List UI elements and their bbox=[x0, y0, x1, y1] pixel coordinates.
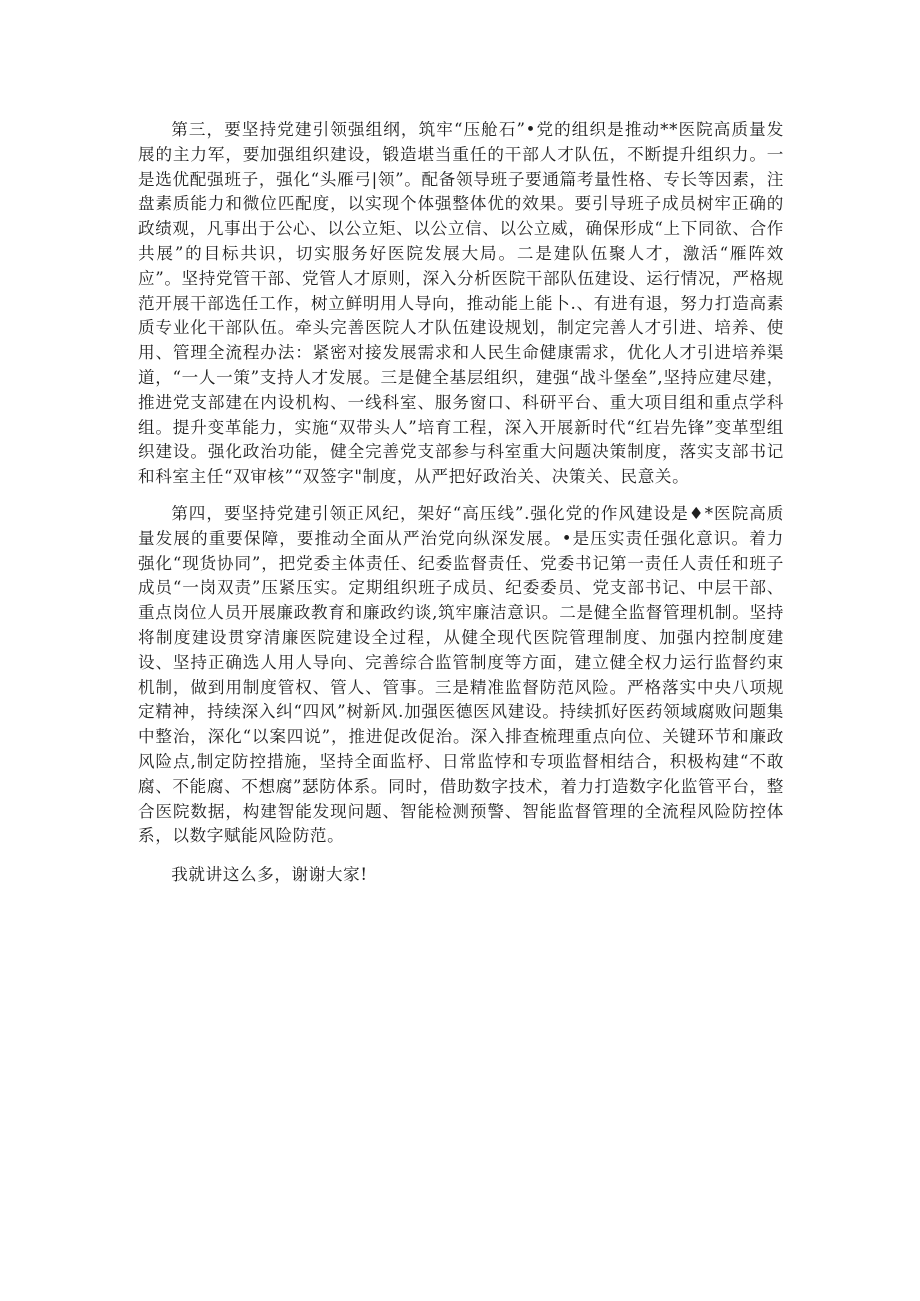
paragraph-fourth-point: 第四，要坚持党建引领正风纪，架好“高压线”.强化党的作风建设是♦*医院高质量发展的重要保障，要推动全面从严治党向纵深发展。•是压实责任强化意识。着力强化“现货协同”，把党委主体责任、纪委监督责任、党委书记第一责任人责任和班子成员“一岗双责”压紧压实。定期组织班子成员、纪委委员、党支部书记、中层干部、重点岗位人员开展廉政教育和廉政约谈,筑牢廉洁意识。二是健全监督管理机制。坚持将制度建设贯穿清廉医院建设全过程，从健全现代医院管理制度、加强内控制度建设、坚持正确选人用人导向、完善综合监管制度等方面，建立健全权力运行监督约束机制，做到用制度管权、管人、管事。三是精准监督防范风险。严格落实中央八项规定精神，持续深入纠“四风”树新风.加强医德医风建设。持续抓好医药领域腐败问题集中整治，深化“以案四说”，推进促改促治。深入排查梳理重点向位、关键环节和廉政风险点,制定防控措施，坚持全面监杼、日常监悖和专项监督相结合，积极构建“不敢腐、不能腐、不想腐”瑟防体系。同时，借助数字技术，着力打造数字化监管平台，整合医院数据，构建智能发现问题、智能检测预警、智能监督管理的全流程风险防控体系，以数字赋能风险防范。 bbox=[138, 503, 784, 846]
document-body bbox=[138, 118, 784, 900]
paragraph-third-point: 第三，要坚持党建引领强组纲，筑牢“压舱石”•党的组织是推动**医院高质量发展的主力军，要加强组织建设，锻造堪当重任的干部人才队伍，不断提升组织力。一是选优配强班子，强化“头雁弓|领”。配备领导班子要通篇考量性格、专长等因素，注盘素质能力和微位匹配度，以实现个体强整体优的效果。要引导班子成员树牢正确的政绩观，凡事出于公心、以公立矩、以公立信、以公立威，确保形成“上下同欲、合作共展”的目标共识，切实服务好医院发展大局。二是建队伍聚人才，激活“雁阵效应”。坚持党管干部、党管人才原则，深入分析医院干部队伍建设、运行情况，严格规范开展干部选任工作，树立鲜明用人导向，推动能上能卜.、有进有退，努力打造高素质专业化干部队伍。牵头完善医院人才队伍建设规划，制定完善人才引进、培养、使用、管理全流程办法：紧密对接发展需求和人民生命健康需求，优化人才引进培养渠道，“一人一策”支持人才发展。三是健全基层组织，建强“战斗堡垒”,坚持应建尽建，推进党支部建在内设机构、一线科室、服务窗口、科研平台、重大项目组和重点学科组。提升变革能力，实施“双带头人”培育工程，深入开展新时代“红岩先锋”变革型组织建设。强化政治功能，健全完善党支部参与科室重大问题决策制度，落实支部书记和科室主任“双审核”“双签字"制度，从严把好政治关、决策关、民意关。 bbox=[138, 120, 784, 487]
paragraph-closing-remarks: 我就讲这么多，谢谢大家! bbox=[171, 865, 368, 885]
